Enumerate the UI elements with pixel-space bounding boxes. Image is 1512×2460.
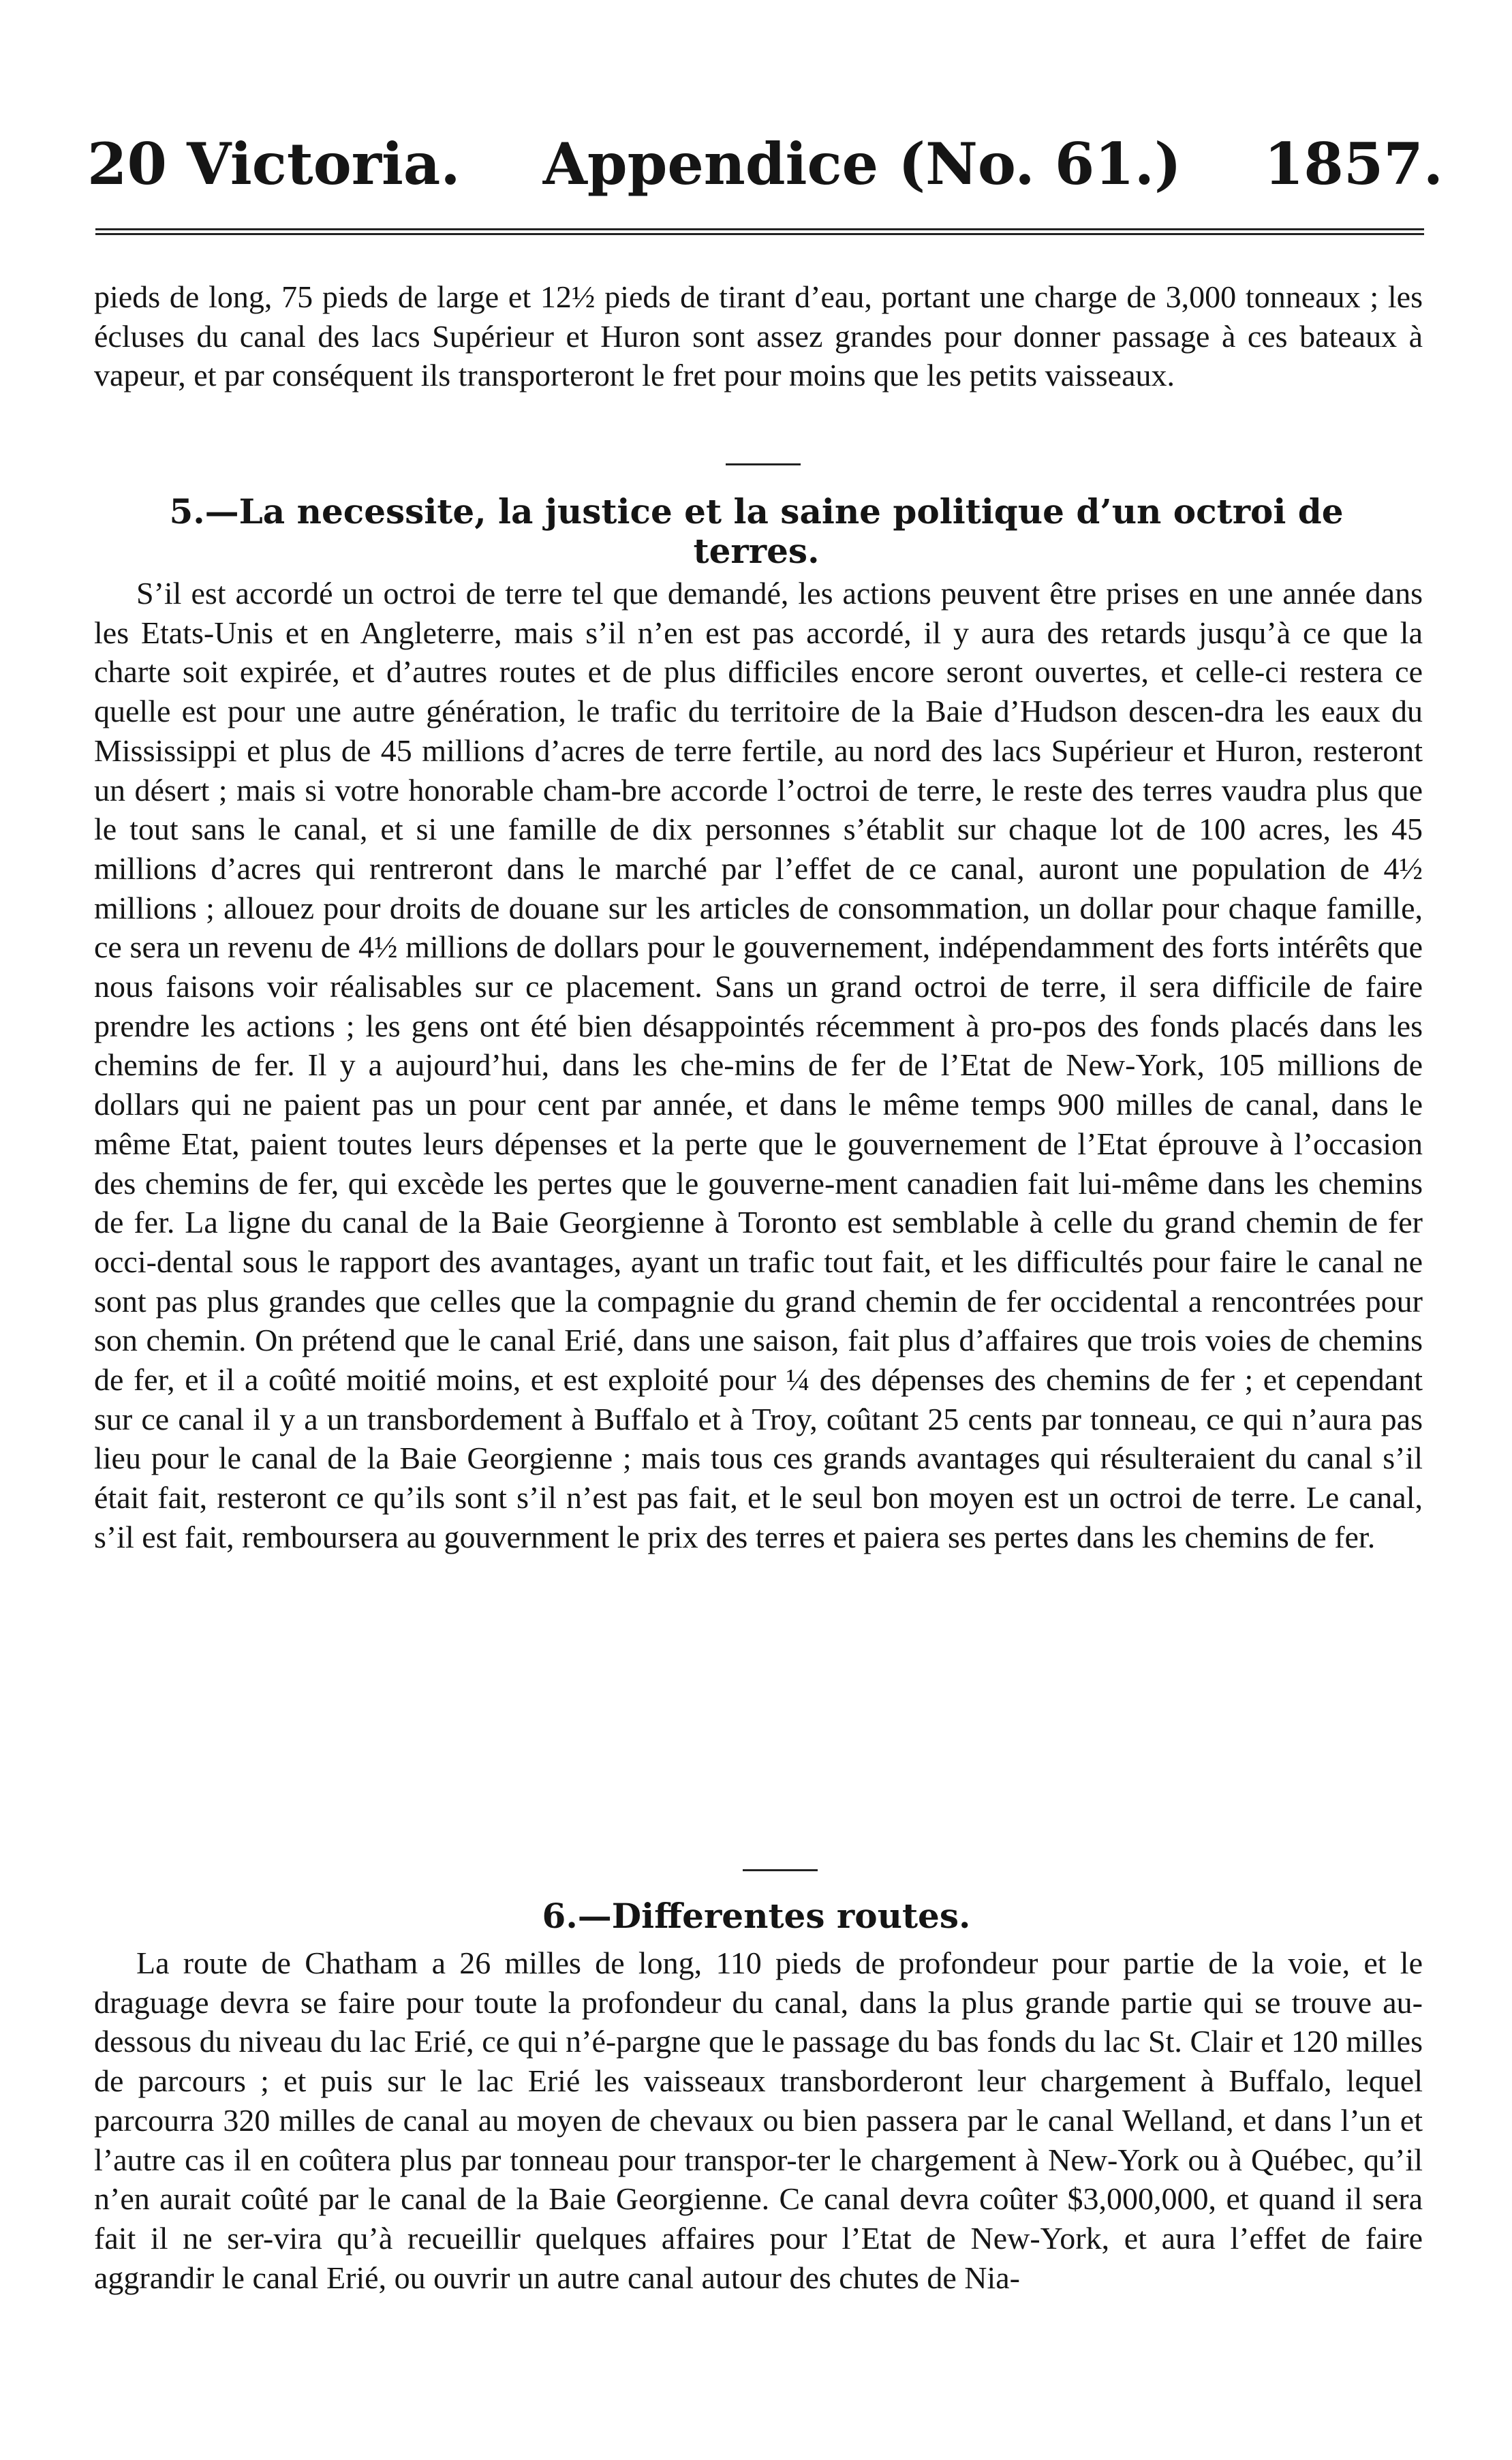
section-6-heading: 6.—Differentes routes. <box>542 1896 971 1936</box>
section-6-body <box>94 1943 1423 2297</box>
section-5-heading: 5.—La necessite, la justice et la saine politique d’un octroi de terres. <box>169 491 1344 571</box>
header-year: 1857. <box>1263 129 1443 198</box>
section-separator-rule <box>726 463 801 465</box>
header-regnal-year: 20 Victoria. <box>87 129 461 198</box>
continued-paragraph <box>94 277 1423 395</box>
paragraph-text: La route de Chatham a 26 milles de long, 110 pieds de profondeur pour partie de la voie, et le draguage devra se faire pour toute la profondeur du canal, dans la plus grande partie qui se trouve au-dessous du niveau du lac Erié, ce qui n’é-pargne que le passage du bas fonds du lac St. Clair et 120 milles de parcours ; et puis sur le lac Erié les vaisseaux transborderont leur chargement à Buffalo, lequel parcourra 320 milles de canal au moyen de chevaux ou bien passera par le canal Welland, et dans l’un et l’autre cas il en coûtera plus par tonneau pour transpor-ter le chargement à New-York ou à Québec, qu’il n’en aurait coûté par le canal de la Baie Georgienne. Ce canal devra coûter $3,000,000, et quand il sera fait il ne ser-vira qu’à recueillir quelques affaires pour l’Etat de New-York, et aura l’effet de faire aggrandir le canal Erié, ou ouvrir un autre canal autour des chutes de Nia- <box>94 1946 1423 2295</box>
header-appendix-number: Appendice (No. 61.) <box>542 129 1182 198</box>
section-separator-rule <box>743 1869 818 1871</box>
paragraph-text: S’il est accordé un octroi de terre tel que demandé, les actions peuvent être prises en une année dans les Etats-Unis et en Angleterre, mais s’il n’en est pas accordé, il y aura des retards jusqu’à ce que la charte soit expirée, et d’autres routes et de plus difficiles encore seront ouvertes, et celle-ci restera ce quelle est pour une autre génération, le trafic du territoire de la Baie d’Hudson descen-dra les eaux du Mississippi et plus de 45 millions d’acres de terre fertile, au nord des lacs Supérieur et Huron, resteront un désert ; mais si votre honorable cham-bre accorde l’octroi de terre, le reste des terres vaudra plus que le tout sans le canal, et si une famille de dix personnes s’établit sur chaque lot de 100 acres, les 45 millions d’acres qui rentreront dans le marché par l’effet de ce canal, auront une population de 4½ millions ; allouez pour droits de douane sur les articles de consommation, un dollar pour chaque famille, ce sera un revenu de 4½ millions de dollars pour le gouvernement, indépendamment des forts intérêts que nous faisons voir réalisables sur ce placement. Sans un grand octroi de terre, il sera difficile de faire prendre les actions ; les gens ont été bien désappointés récemment à pro-pos des fonds placés dans les chemins de fer. Il y a aujourd’hui, dans les che-mins de fer de l’Etat de New-York, 105 millions de dollars qui ne paient pas un pour cent par année, et dans le même temps 900 milles de canal, dans le même Etat, paient toutes leurs dépenses et la perte que le gouvernement de l’Etat éprouve à l’occasion des chemins de fer, qui excède les pertes que le gouverne-ment canadien fait lui-même dans les chemins de fer. La ligne du canal de la Baie Georgienne à Toronto est semblable à celle du grand chemin de fer occi-dental sous le rapport des avantages, ayant un trafic tout fait, et les difficultés pour faire le canal ne sont pas plus grandes que celles que la compagnie du grand chemin de fer occidental a rencontrées pour son chemin. On prétend que le canal Erié, dans une saison, fait plus d’affaires que trois voies de chemins de fer, et il a coûté moitié moins, et est exploité pour ¼ des dépenses des chemins de fer ; et cependant sur ce canal il y a un transbordement à Buffalo et à Troy, coûtant 25 cents par tonneau, ce qui n’aura pas lieu pour le canal de la Baie Georgienne ; mais tous ces grands avantages qui résulteraient du canal s’il était fait, resteront ce qu’ils sont s’il n’est pas fait, et le seul bon moyen est un octroi de terre. Le canal, s’il est fait, remboursera au gouvernment le prix des terres et paiera ses pertes dans les chemins de fer. <box>94 576 1423 1554</box>
paragraph-text: pieds de long, 75 pieds de large et 12½ pieds de tirant d’eau, portant une charge de 3,000 tonneaux ; les écluses du canal des lacs Supérieur et Huron sont assez grandes pour donner passage à ces bateaux à vapeur, et par conséquent ils transporteront le fret pour moins que les petits vaisseaux. <box>94 279 1423 393</box>
section-5-body <box>94 574 1423 1557</box>
running-header <box>87 119 1443 208</box>
header-double-rule <box>95 228 1424 235</box>
